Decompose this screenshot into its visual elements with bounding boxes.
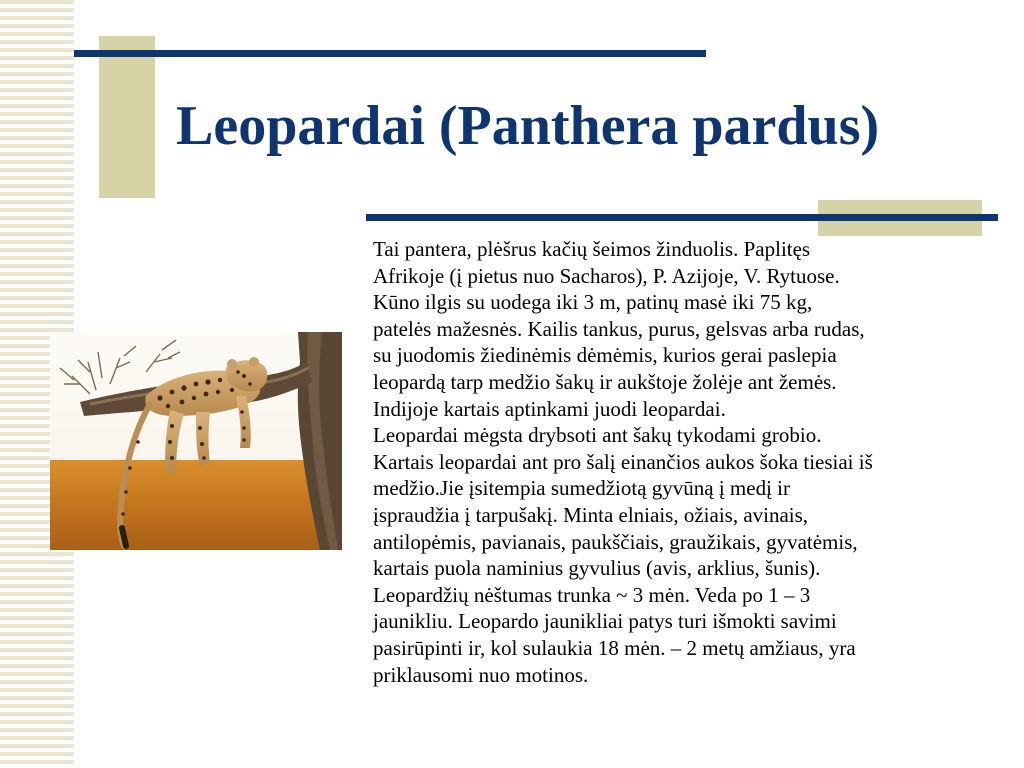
- description-text: Tai pantera, plėšrus kačių šeimos žinduolis. Paplitęs Afrikoje (į pietus nuo Sacharos), P. Azijoje, V. Rytuose. Kūno ilgis su uodega iki 3 m, patinų masė iki 75 kg, patelės mažesnės. Kailis tankus, purus, gelsvas arba rudas, su juodomis žiedinėmis dėmėmis, kurios gerai paslepia leopardą tarp medžio šakų ir aukštoje žolėje ant žemės. Indijoje kartais aptinkami juodi leopardai. Leopardai mėgsta drybsoti ant šakų tykodami grobio. Kartais leopardai ant pro šalį einančios aukos šoka tiesiai iš medžio.Jie įsitempia sumedžiotą gyvūną į medį ir įspraudžia į tarpušakį. Minta elniais, ožiais, avinais, antilopėmis, pavianais, paukščiais, graužikais, gyvatėmis, kartais puola naminius gyvulius (avis, arklius, šunis). Leopardžių nėštumas trunka ~ 3 mėn. Veda po 1 – 3 jaunikliu. Leopardo jaunikliai patys turi išmokti savimi pasirūpinti ir, kol sulaukia 18 mėn. – 2 metų amžiaus, yra priklausomi nuo motinos.: [373, 237, 873, 687]
- content-rule: [366, 214, 998, 221]
- leopard-photo: [50, 332, 342, 550]
- slide-title: Leopardai (Panthera pardus): [176, 95, 880, 157]
- accent-block-top-left: [99, 36, 155, 198]
- title-rule-top: [74, 50, 706, 57]
